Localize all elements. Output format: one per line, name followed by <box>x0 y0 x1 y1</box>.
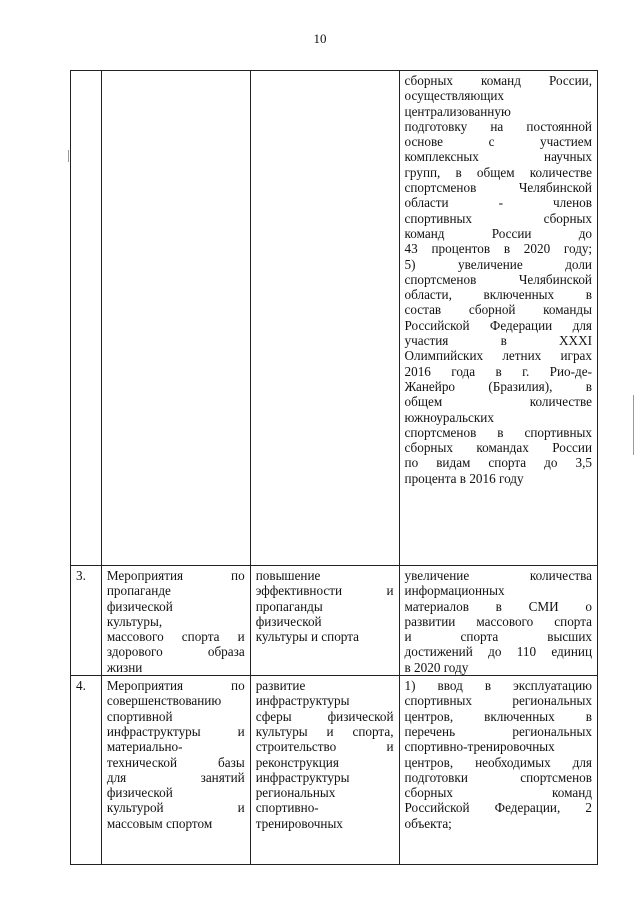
text-line: общем количестве <box>404 394 592 410</box>
text-line: региональных <box>255 785 336 801</box>
text-line: культурой и <box>106 800 245 816</box>
text-line: области, включенных в <box>404 287 592 303</box>
text-line: увеличение количества <box>404 568 592 583</box>
text-line: сборных командах России <box>404 440 592 456</box>
row-number: 4. <box>71 676 102 865</box>
table-row <box>71 566 598 676</box>
text-line: южноуральских <box>404 409 494 425</box>
text-line: 43 процентов в 2020 году; <box>404 241 592 257</box>
text-line: Российской Федерации для <box>404 317 592 333</box>
goal-cell <box>250 676 399 865</box>
text-line: в 2020 году <box>404 659 469 675</box>
text-line: осуществляющих <box>404 88 505 104</box>
text-line: объекта; <box>404 815 452 831</box>
text-line: центров, необходимых для <box>404 754 592 770</box>
measures-table <box>70 70 598 865</box>
indicator-cell <box>399 71 597 566</box>
text-line: 5) увеличение доли <box>404 256 592 272</box>
text-line: тренировочных <box>255 815 343 831</box>
text-line: культуры и спорта, <box>255 723 394 739</box>
indicator-cell <box>399 566 597 676</box>
text-line: инфраструктуры <box>255 693 350 709</box>
text-line: спортсменов Челябинской <box>404 180 592 196</box>
scan-edge-mark <box>68 150 69 162</box>
text-line: достижений до 110 единиц <box>404 644 592 660</box>
text-line: области - членов <box>404 195 592 211</box>
text-line: строительство и <box>255 739 394 755</box>
text-line: развитие <box>255 678 306 694</box>
text-line: по видам спорта до 3,5 <box>404 455 592 471</box>
text-line: основе с участием <box>404 134 592 150</box>
text-line: участия в XXXI <box>404 333 592 349</box>
row-number: 3. <box>71 566 102 676</box>
text-line: сборных команд <box>404 785 592 801</box>
text-line: подготовки спортсменов <box>404 769 592 785</box>
text-line: спортсменов в спортивных <box>404 424 592 440</box>
text-line: развитии массового спорта <box>404 613 592 629</box>
text-line: массового спорта и <box>106 629 245 645</box>
text-line: эффективности и <box>255 583 394 599</box>
text-line: повышение <box>255 568 321 583</box>
goal-cell <box>250 71 399 566</box>
text-line: инфраструктуры и <box>106 723 245 739</box>
text-line: 1) ввод в эксплуатацию <box>404 678 592 694</box>
text-line: подготовку на постоянной <box>404 118 592 134</box>
text-line: Мероприятия по <box>106 568 245 583</box>
text-line: команд России до <box>404 225 592 241</box>
table-row <box>71 71 598 566</box>
measure-name-cell <box>101 676 250 865</box>
text-line: 2016 года в г. Рио-де- <box>404 363 592 379</box>
measure-name-cell <box>101 566 250 676</box>
text-line: культуры и спорта <box>255 629 360 645</box>
text-line: процента в 2016 году <box>404 470 524 486</box>
text-line: пропаганды <box>255 598 323 614</box>
text-line: Российской Федерации, 2 <box>404 800 592 816</box>
text-line: массовым спортом <box>106 815 213 831</box>
text-line: Олимпийских летних играх <box>404 348 592 364</box>
text-line: центров, включенных в <box>404 708 592 724</box>
indicator-cell <box>399 676 597 865</box>
text-line: культуры, <box>106 613 163 629</box>
table-body <box>71 71 598 865</box>
text-line: спортсменов Челябинской <box>404 271 592 287</box>
text-line: спортивно-тренировочных <box>404 739 555 755</box>
text-line: сферы физической <box>255 708 394 724</box>
text-line: инфраструктуры <box>255 769 350 785</box>
page-number: 10 <box>313 31 327 46</box>
text-line: Жанейро (Бразилия), в <box>404 378 592 394</box>
text-line: здорового образа <box>106 644 245 660</box>
text-line: перечень региональных <box>404 723 592 739</box>
text-line: информационных <box>404 583 505 599</box>
text-line: и спорта высших <box>404 629 592 645</box>
text-line: совершенствованию <box>106 693 222 709</box>
row-number <box>71 71 102 566</box>
goal-cell <box>250 566 399 676</box>
scan-edge-mark <box>633 395 634 455</box>
text-line: спортивных сборных <box>404 210 592 226</box>
text-line: сборных команд России, <box>404 73 592 88</box>
text-line: спортивных региональных <box>404 693 592 709</box>
text-line: физической <box>255 613 322 629</box>
measure-name-cell <box>101 71 250 566</box>
text-line: физической <box>106 598 173 614</box>
text-line: пропаганде <box>106 583 171 599</box>
text-line: жизни <box>106 659 143 675</box>
text-line: групп, в общем количестве <box>404 164 592 180</box>
text-line: спортивной <box>106 708 173 724</box>
text-line: комплексных научных <box>404 149 592 165</box>
text-line: материалов в СМИ о <box>404 598 592 614</box>
text-line: состав сборной команды <box>404 302 592 318</box>
text-line: спортивно- <box>255 800 319 816</box>
table-row <box>71 676 598 865</box>
text-line: для занятий <box>106 769 245 785</box>
text-line: реконструкция <box>255 754 339 770</box>
text-line: технической базы <box>106 754 245 770</box>
text-line: Мероприятия по <box>106 678 245 694</box>
text-line: материально- <box>106 739 183 755</box>
text-line: физической <box>106 785 173 801</box>
text-line: централизованную <box>404 103 511 119</box>
